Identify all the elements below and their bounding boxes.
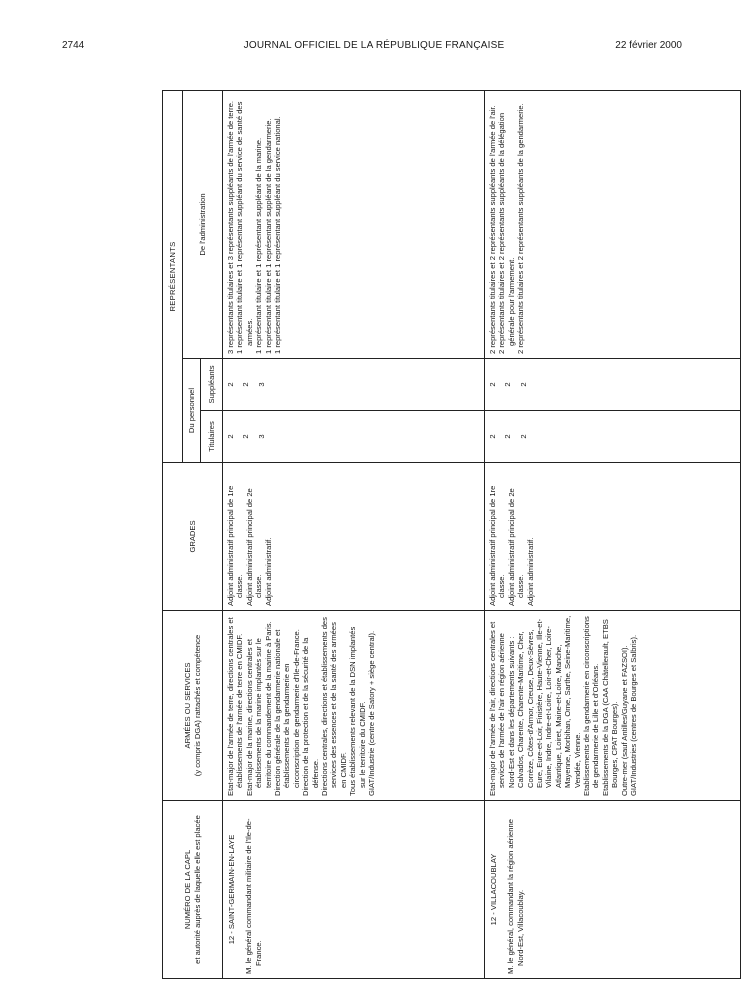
administration-cell <box>485 90 741 358</box>
admin-entry: 3 représentants titulaires et 3 représentants suppléants de l'armée de terre. <box>226 100 235 354</box>
capl-cell <box>485 801 741 979</box>
admin-entry: 1 représentant titulaire et 1 représentant suppléant de la marine. <box>254 137 264 354</box>
titulaires-value: 3 <box>256 434 266 439</box>
table-row <box>223 90 485 978</box>
header-capl: NUMÉRO DE LA CAPL et autorité auprès de laquelle elle est placée <box>163 801 223 979</box>
grade-entry: Adjoint administratif principal de 1re classe. <box>488 485 507 606</box>
header-administration: De l'administration <box>183 90 223 358</box>
rotated-table <box>162 91 740 979</box>
grade-entry: Adjoint administratif. <box>525 537 535 606</box>
suppleants-value: 2 <box>488 382 497 387</box>
suppleants-value: 2 <box>518 382 528 387</box>
suppleants-cell <box>223 359 485 411</box>
grade-entry: Adjoint administratif principal de 1re classe. <box>226 485 245 606</box>
service-entry: GIAT/Industries (centres de Bourges et Salbris). <box>629 634 639 796</box>
grades-cell <box>223 463 485 611</box>
services-cell <box>223 611 485 801</box>
section-title: 12 - SAINT-GERMAIN-EN-LAYE <box>227 834 236 945</box>
titulaires-cell <box>485 411 741 463</box>
suppleants-value: 2 <box>241 382 251 387</box>
header-grades: GRADES <box>163 463 223 611</box>
rotated-table-area <box>162 91 740 979</box>
capl-cell <box>223 801 485 979</box>
service-entry: Etablissements de la DGA (CAA Châtellerault, ETBS Bourges, CPAT Bourges). <box>600 619 620 796</box>
admin-entry: 1 représentant titulaire et 1 représentant suppléant du service national. <box>273 116 283 354</box>
header-titulaires: Titulaires <box>201 411 223 463</box>
admin-entry: 1 représentant titulaire et 1 représentant suppléant de la gendarmerie. <box>263 118 273 354</box>
grades-cell <box>485 463 741 611</box>
admin-entry: 2 représentants titulaires et 2 représentants suppléants de la gendarmerie. <box>516 103 526 354</box>
administration-cell <box>223 90 485 358</box>
grade-entry: Adjoint administratif principal de 2e classe. <box>244 488 264 606</box>
service-entry: Etat-major de l'armée de l'air, directions centrales et services de l'armée de l'air en région aérienne Nord-Est et dans les départements suivants : Calvados, Charente, Charente-Maritime, Cher, Corrèze, Côtes-d'Armor, Creuse, Deux-Sèvres, Eure, Eure-et-Loir, Finistère, Haute-Vienne, Ille-et-Vilaine, Indre, Indre-et-Loire, Loir-et-Cher, Loire-Atlantique, Loiret, Maine-et-Loire, Manche, Mayenne, Morbihan, Orne, Sarthe, Seine-Maritime, Vendée, Vienne. <box>488 615 582 796</box>
service-entry: Etat-major de l'armée de terre, directions centrales et établissements de l'armée de terre en CMIDF. <box>226 617 245 796</box>
authority-text: M. le général, commandant la région aérienne Nord-Est, Villacoublay. <box>506 819 525 974</box>
header-services: ARMÉES OU SERVICES (y compris DGA) rattachés et compétence <box>163 611 223 801</box>
service-entry: Directions centrales, directions et établissements des services des essences et de la santé des armées en CMIDF. <box>320 617 348 796</box>
service-entry: Direction générale de la gendarmerie nationale et établissements de la gendarmerie en circonscription de gendarmerie d'Ile-de-France. <box>273 629 301 796</box>
service-entry: Etat-major de la marine, directions centrales et établissements de la marine implantés sur le territoire du commandement de la marine à Paris. <box>244 621 273 796</box>
titulaires-value: 2 <box>488 434 497 439</box>
titulaires-cell <box>223 411 485 463</box>
titulaires-value: 2 <box>241 434 251 439</box>
page-number: 2744 <box>62 40 85 51</box>
admin-entry: 1 représentant titulaire et 1 représentant suppléant du service de santé des armées. <box>235 101 254 354</box>
service-entry: GIAT/Industrie (centre de Satory + siège central). <box>367 630 377 796</box>
table-row <box>485 90 741 978</box>
journal-title: JOURNAL OFFICIEL DE LA RÉPUBLIQUE FRANÇAISE <box>243 40 505 51</box>
suppleants-value: 2 <box>503 382 513 387</box>
publication-date: 22 février 2000 <box>615 40 682 51</box>
titulaires-value: 2 <box>518 434 528 439</box>
service-entry: Direction de la protection et de la sécurité de la défense. <box>301 637 320 796</box>
suppleants-value: 2 <box>226 382 235 387</box>
section-title: 12 - VILLACOUBLAY <box>489 853 498 926</box>
admin-entry: 2 représentants titulaires et 2 représentants suppléants de la délégation générale pour l'armement. <box>497 112 516 354</box>
authority-text: M. le général commandant militaire de l'Ile-de-France. <box>244 818 263 974</box>
suppleants-value: 3 <box>256 382 266 387</box>
services-cell <box>485 611 741 801</box>
grade-entry: Adjoint administratif principal de 2e classe. <box>506 488 526 606</box>
header-suppleants: Suppléants <box>201 359 223 411</box>
service-entry: Outre-mer (sauf Antilles/Guyane et FAZSOI). <box>619 645 629 796</box>
capl-table <box>162 90 741 979</box>
grade-entry: Adjoint administratif. <box>263 537 273 606</box>
suppleants-cell <box>485 359 741 411</box>
admin-entry: 2 représentants titulaires et 2 représentants suppléants de l'armée de l'air. <box>488 105 497 354</box>
service-entry: Tous établissements relevant de la DSN implantés sur le territoire du CMIDF. <box>348 626 367 796</box>
service-entry: Etablissements de la gendarmerie en circonscriptions de gendarmerie de Lille et d'Orléans. <box>582 616 601 796</box>
titulaires-value: 2 <box>503 434 513 439</box>
titulaires-value: 2 <box>226 434 235 439</box>
header-representants: REPRÉSENTANTS <box>163 90 183 462</box>
header-du-personnel: Du personnel <box>183 359 201 463</box>
